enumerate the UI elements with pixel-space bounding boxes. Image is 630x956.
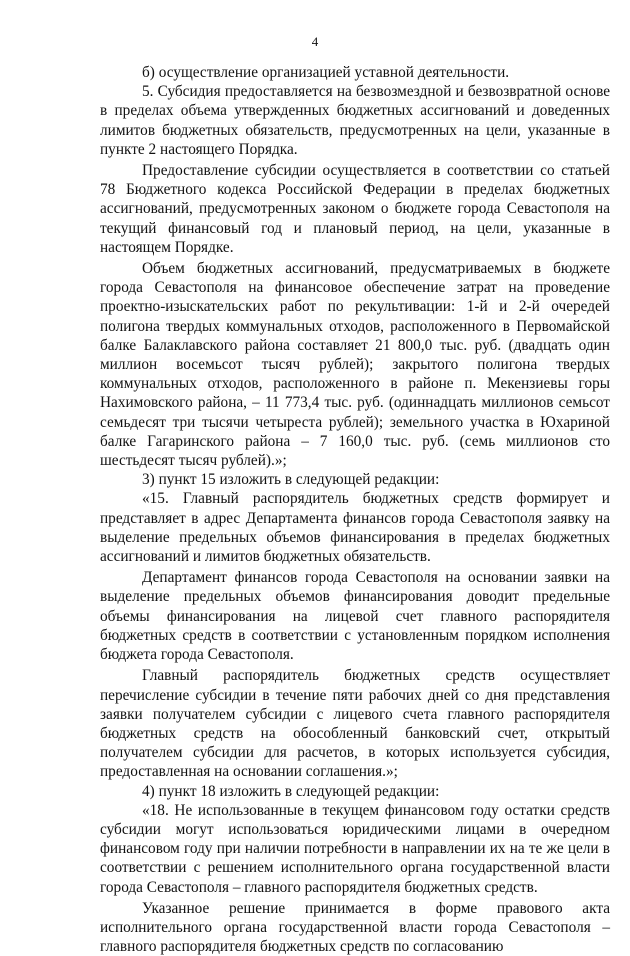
paragraph-subsidy-provision: Предоставление субсидии осуществляется в соответствии со статьей 78 Бюджетного кодекса Российской Федерации в пределах бюджетных ассигнований, предусмотренных законом о бюджете города Севастополя на текущий финансовый год и плановый период, на цели, указанные в настоящем Порядке. [100,162,610,256]
paragraph-budget-volume: Объем бюджетных ассигнований, предусматриваемых в бюджете города Севастополя на финансовое обеспечение затрат на проведение проектно-изыскательских работ по рекультивации: 1-й и 2-й очередей полигона твердых коммунальных отходов, расположенного в Первомайской балке Балаклавского района составляет 21 800,0 тыс. руб. (двадцать один миллион восемьсот тысяч рублей); закрытого полигона твердых коммунальных отходов, расположенного в районе п. Мекензиевы горы Нахимовского района, – 11 773,4 тыс. руб. (одиннадцать миллионов семьсот семьдесят три тысячи четыреста рублей); земельного участка в Юхариной балке Гагаринского района – 7 160,0 тыс. руб. (семь миллионов сто шестьдесят тысяч рублей).»; [100,260,610,470]
page-number: 4 [311,34,319,49]
paragraph-item-5: 5. Субсидия предоставляется на безвозмездной и безвозвратной основе в пределах объема утвержденных бюджетных ассигнований и доведенных лимитов бюджетных обязательств, предусмотренных на цели, указанные в пункте 2 настоящего Порядка. [100,83,610,158]
paragraph-item-18-text: «18. Не использованные в текущем финансовом году остатки средств субсидии могут использоваться юридическими лицами в очередном финансовом году при наличии потребности в направлении их на те же цели в соответствии с решением исполнительного органа государственной власти города Севастополя – главного распорядителя бюджетных средств. [100,801,610,896]
paragraph-main-administrator: Главный распорядитель бюджетных средств осуществляет перечисление субсидии в течение пяти рабочих дней со дня представления заявки получателем субсидии с лицевого счета главного распорядителя бюджетных средств на обособленный банковский счет, открытый получателем субсидии для расчетов, в которых используется субсидия, предоставленная на основании соглашения.»; [100,667,610,781]
paragraph-decision-form: Указанное решение принимается в форме правового акта исполнительного органа государственной власти города Севастополя – главного распорядителя бюджетных средств по согласованию [100,899,610,956]
paragraph-item-15-text: «15. Главный распорядитель бюджетных средств формирует и представляет в адрес Департамента финансов города Севастополя заявку на выделение предельных объемов финансирования в пределах бюджетных ассигнований и лимитов бюджетных обязательств. [100,490,610,566]
paragraph-finance-department: Департамент финансов города Севастополя на основании заявки на выделение предельных объемов финансирования доводит предельные объемы финансирования на лицевой счет главного распорядителя бюджетных средств в соответствии с установленным порядком исполнения бюджета города Севастополя. [100,569,610,664]
document-body [100,63,610,956]
paragraph-amendment-item-15: 3) пункт 15 изложить в следующей редакции: [142,471,440,489]
paragraph-amendment-item-18: 4) пункт 18 изложить в следующей редакции: [142,782,440,800]
paragraph-subitem-b: б) осуществление организацией уставной деятельности. [142,64,510,81]
